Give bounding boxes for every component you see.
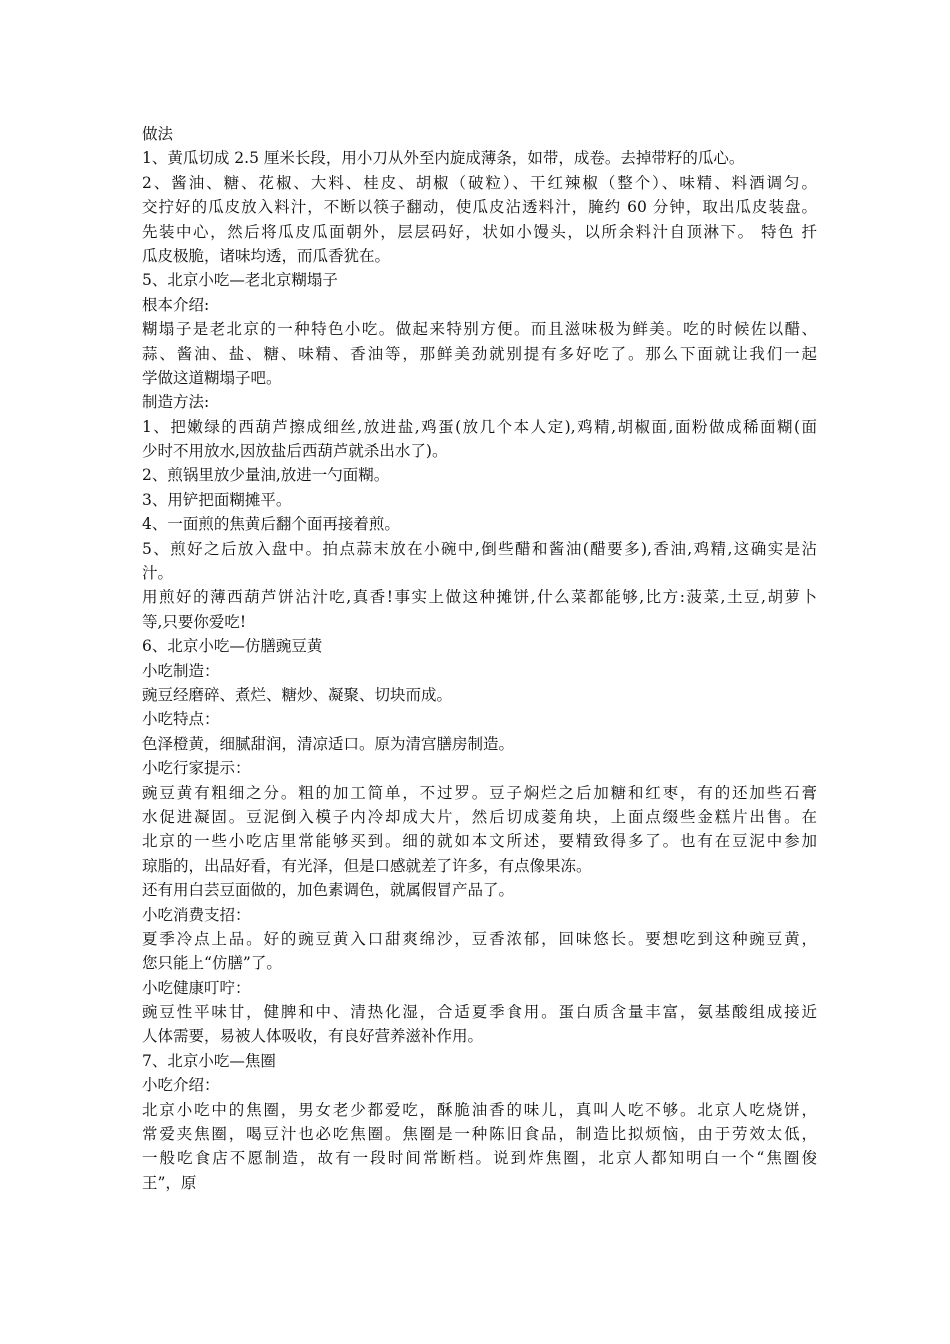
text-line	[142, 390, 817, 414]
line-text: 北京的一些小吃店里常能够买到。细的就如本文所述，要精致得多了。也有在豆泥中参加	[142, 832, 817, 851]
text-line	[142, 634, 817, 658]
text-line	[142, 488, 817, 512]
line-text: 小吃特点：	[142, 710, 220, 729]
line-text: 交拧好的瓜皮放入料汁，不断以筷子翻动，使瓜皮沾透料汁，腌约 60 分钟，取出瓜皮装盘。	[142, 198, 817, 217]
line-text: 豌豆黄有粗细之分。粗的加工简单，不过罗。豆子焖烂之后加糖和红枣，有的还加些石膏	[142, 783, 817, 802]
text-line	[142, 829, 817, 853]
line-text: 根本介绍:	[142, 295, 210, 314]
text-line	[142, 1122, 817, 1146]
line-text: 2、煎锅里放少量油,放进一勺面糊。	[142, 466, 390, 485]
line-text: 小吃健康叮咛：	[142, 978, 251, 997]
line-text: 先装中心，然后将瓜皮瓜面朝外，层层码好，状如小馒头，以所余料汁自顶淋下。 特色 扦	[142, 222, 817, 241]
section-heading: 6、北京小吃—仿膳豌豆黄	[142, 637, 323, 656]
text-line	[142, 268, 817, 292]
line-text: 学做这道糊塌子吧。	[142, 368, 282, 387]
line-text: 4、一面煎的焦黄后翻个面再接着煎。	[142, 515, 400, 534]
text-line	[142, 1098, 817, 1122]
text-line	[142, 585, 817, 609]
text-line	[142, 537, 817, 561]
line-text: 用煎好的薄西葫芦饼沾汁吃,真香!事实上做这种摊饼,什么菜都能够,比方:菠菜,土豆,胡萝卜	[142, 588, 817, 607]
line-text: 小吃消费支招：	[142, 905, 251, 924]
line-text: 小吃制造：	[142, 661, 220, 680]
text-line	[142, 927, 817, 951]
text-line	[142, 707, 817, 731]
line-text: 水促进凝固。豆泥倒入模子内冷却成大片，然后切成菱角块，上面点缀些金糕片出售。在	[142, 807, 817, 826]
line-text: 蒜、酱油、盐、糖、味精、香油等，那鲜美劲就别提有多好吃了。那么下面就让我们一起	[142, 344, 817, 363]
text-line	[142, 1049, 817, 1073]
line-text: 制造方法:	[142, 393, 210, 412]
text-line	[142, 756, 817, 780]
text-line	[142, 903, 817, 927]
text-line	[142, 878, 817, 902]
line-text: 1、黄瓜切成 2.5 厘米长段，用小刀从外至内旋成薄条，如带，成卷。去掉带籽的瓜心。	[142, 149, 745, 168]
text-line	[142, 1171, 817, 1195]
line-text: 人体需要，易被人体吸收，有良好营养滋补作用。	[142, 1027, 484, 1046]
text-line	[142, 805, 817, 829]
text-line	[142, 171, 817, 195]
line-text: 等,只要你爱吃!	[142, 612, 247, 631]
text-line	[142, 195, 817, 219]
line-text: 少时不用放水,因放盐后西葫芦就杀出水了)。	[142, 442, 448, 461]
line-text: 琼脂的，出品好看，有光泽，但是口感就差了许多，有点像果冻。	[142, 856, 592, 875]
text-line	[142, 732, 817, 756]
text-line	[142, 244, 817, 268]
text-line	[142, 1146, 817, 1170]
text-line	[142, 610, 817, 634]
text-line	[142, 1000, 817, 1024]
line-text: 做法	[142, 125, 174, 143]
line-text: 王”，原	[142, 1173, 197, 1192]
line-text: 2、酱油、糖、花椒、大料、桂皮、胡椒（破粒）、干红辣椒（整个）、味精、料酒调匀。	[142, 173, 817, 192]
text-line	[142, 463, 817, 487]
text-line	[142, 1073, 817, 1097]
text-line	[142, 415, 817, 439]
line-text: 小吃介绍：	[142, 1076, 220, 1095]
line-text: 5、煎好之后放入盘中。拍点蒜末放在小碗中,倒些醋和酱油(醋要多),香油,鸡精,这确实是沾	[142, 539, 817, 558]
text-line	[142, 781, 817, 805]
line-text: 豌豆性平味甘，健脾和中、清热化湿，合适夏季食用。蛋白质含量丰富，氨基酸组成接近	[142, 1003, 817, 1022]
text-line	[142, 659, 817, 683]
text-line	[142, 854, 817, 878]
line-text: 一般吃食店不愿制造，故有一段时间常断档。说到炸焦圈，北京人都知明白一个“焦圈俊	[142, 1149, 817, 1168]
line-text: 北京小吃中的焦圈，男女老少都爱吃，酥脆油香的味儿，真叫人吃不够。北京人吃烧饼，	[142, 1100, 817, 1119]
section-heading: 7、北京小吃—焦圈	[142, 1051, 276, 1070]
line-text: 汁。	[142, 564, 174, 583]
line-text: 您只能上“仿膳”了。	[142, 954, 282, 973]
line-text: 1、把嫩绿的西葫芦擦成细丝,放进盐,鸡蛋(放几个本人定),鸡精,胡椒面,面粉做成稀面糊(面	[142, 417, 817, 436]
line-text: 色泽橙黄，细腻甜润，清凉适口。原为清宫膳房制造。	[142, 734, 515, 753]
text-line	[142, 1024, 817, 1048]
line-text: 瓜皮极脆，诸味均透，而瓜香犹在。	[142, 246, 391, 265]
text-line	[142, 439, 817, 463]
text-line	[142, 317, 817, 341]
line-text: 3、用铲把面糊摊平。	[142, 490, 292, 509]
line-text: 夏季冷点上品。好的豌豆黄入口甜爽绵沙，豆香浓郁，回味悠长。要想吃到这种豌豆黄，	[142, 929, 817, 948]
text-line	[142, 561, 817, 585]
text-line	[142, 951, 817, 975]
text-line	[142, 146, 817, 170]
document-page	[142, 122, 817, 1195]
line-text: 常爱夹焦圈，喝豆汁也必吃焦圈。焦圈是一种陈旧食品，制造比拟烦恼，由于劳效太低，	[142, 1125, 817, 1144]
line-text: 糊塌子是老北京的一种特色小吃。做起来特别方便。而且滋味极为鲜美。吃的时候佐以醋、	[142, 320, 817, 339]
section-heading: 5、北京小吃—老北京糊塌子	[142, 271, 338, 290]
line-text: 还有用白芸豆面做的，加色素调色，就属假冒产品了。	[142, 881, 515, 900]
text-line	[142, 512, 817, 536]
line-text: 豌豆经磨碎、煮烂、糖炒、凝聚、切块而成。	[142, 685, 453, 704]
text-line	[142, 976, 817, 1000]
text-line	[142, 366, 817, 390]
text-line	[142, 122, 817, 146]
text-line	[142, 293, 817, 317]
text-line	[142, 342, 817, 366]
text-line	[142, 220, 817, 244]
text-line	[142, 683, 817, 707]
line-text: 小吃行家提示：	[142, 759, 251, 778]
